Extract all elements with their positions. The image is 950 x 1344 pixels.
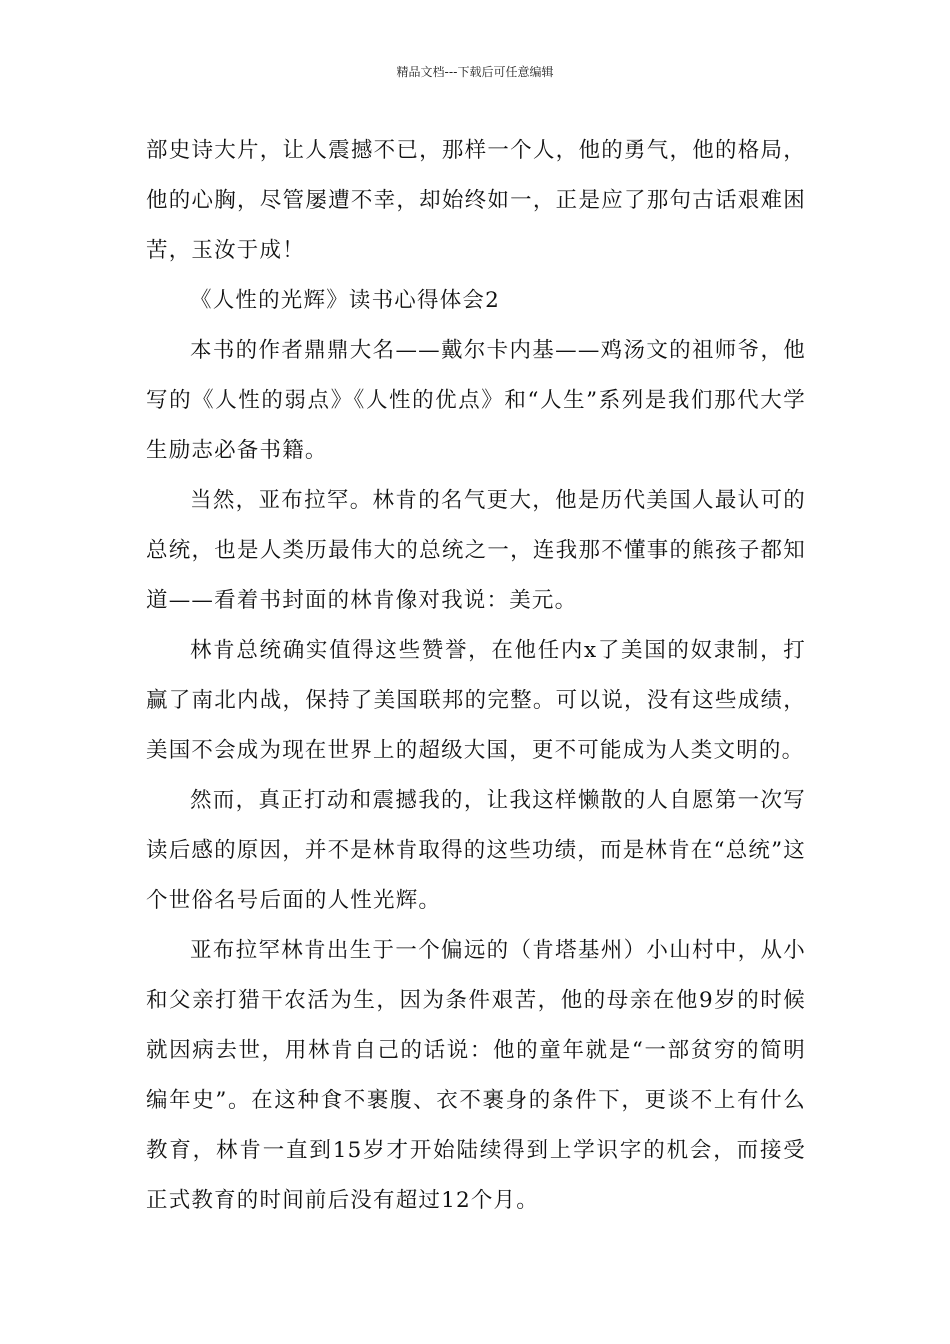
page-header: 精品文档---下载后可任意编辑 — [396, 65, 554, 79]
section-title: 《人性的光辉》读书心得体会2 — [190, 288, 500, 313]
paragraph: 亚布拉罕林肯出生于一个偏远的（肯塔基州）小山村中，从小和父亲打猎干农活为生，因为条件艰苦，他的母亲在他9岁的时候就因病去世，用林肯自己的话说：他的童年就是“一部贫穷的简明编年史”。在这种食不裹腹、衣不裹身的条件下，更谈不上有什么教育，林肯一直到15岁才开始陆续得到上学识字的机会，而接受正式教育的时间前后没有超过12个月。 — [146, 938, 806, 1213]
document-body — [146, 126, 806, 1226]
paragraph: 当然，亚布拉罕。林肯的名气更大，他是历代美国人最认可的总统，也是人类历最伟大的总统之一，连我那不懂事的熊孩子都知道——看着书封面的林肯像对我说：美元。 — [146, 488, 806, 613]
paragraph-continuation: 部史诗大片，让人震撼不已，那样一个人，他的勇气，他的格局，他的心胸，尽管屡遭不幸，却始终如一，正是应了那句古话艰难困苦，玉汝于成！ — [146, 138, 806, 263]
paragraph: 然而，真正打动和震撼我的，让我这样懒散的人自愿第一次写读后感的原因，并不是林肯取得的这些功绩，而是林肯在“总统”这个世俗名号后面的人性光辉。 — [146, 788, 806, 913]
paragraph: 林肯总统确实值得这些赞誉，在他任内x了美国的奴隶制，打赢了南北内战，保持了美国联邦的完整。可以说，没有这些成绩，美国不会成为现在世界上的超级大国，更不可能成为人类文明的。 — [146, 638, 806, 763]
paragraph: 本书的作者鼎鼎大名——戴尔卡内基——鸡汤文的祖师爷，他写的《人性的弱点》《人性的优点》和“人生”系列是我们那代大学生励志必备书籍。 — [146, 338, 806, 463]
